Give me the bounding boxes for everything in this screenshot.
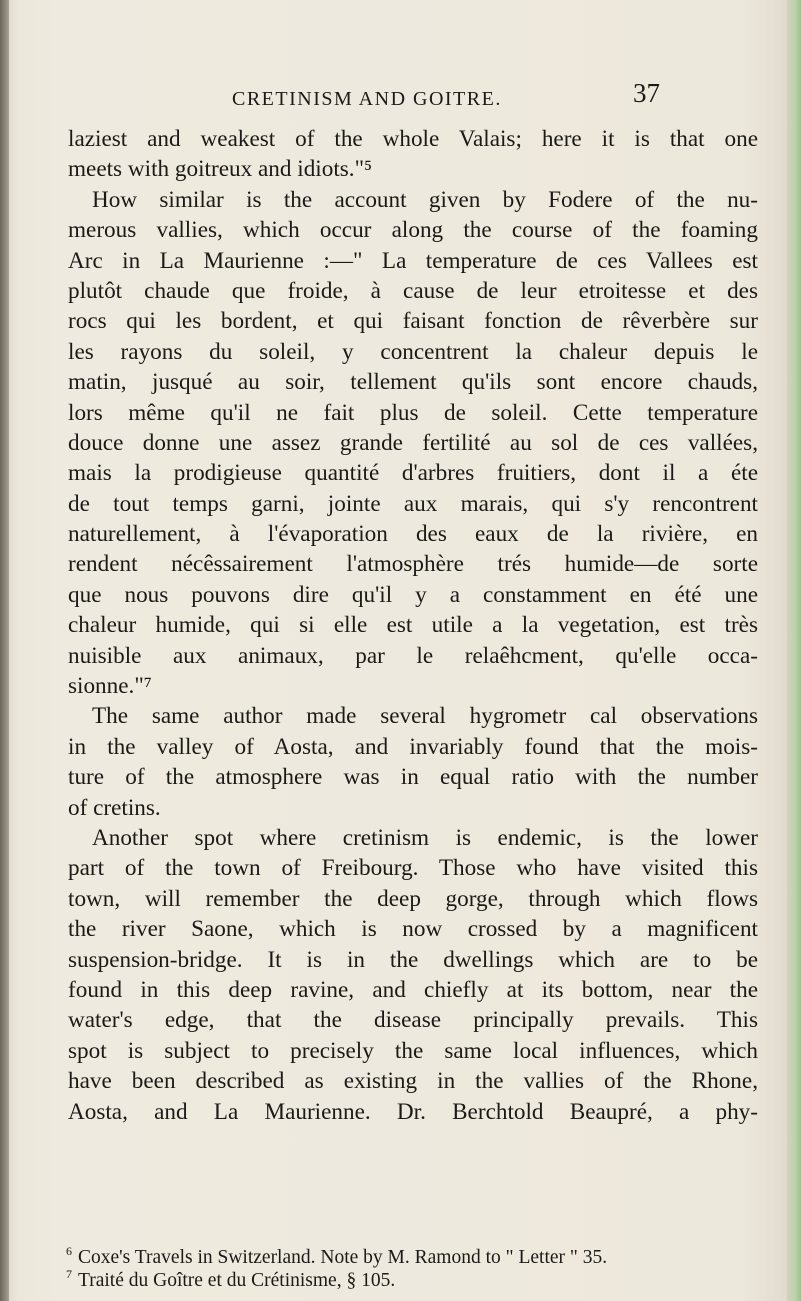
text-line: suspension-bridge. It is in the dwellings which are to be (68, 946, 758, 973)
text-line: matin, jusqué au soir, tellement qu'ils sont encore chauds, (68, 369, 758, 396)
text-line: have been described as existing in the vallies of the Rhone, (68, 1068, 758, 1095)
text-line: les rayons du soleil, y concentrent la chaleur depuis le (68, 338, 758, 365)
text-line: de tout temps garni, jointe aux marais, qui s'y rencontrent (68, 490, 758, 517)
page-header (0, 78, 801, 112)
text-line: meets with goitreux and idiots."⁵ (68, 156, 373, 183)
text-line: merous vallies, which occur along the course of the foaming (68, 217, 758, 244)
text-line: douce donne une assez grande fertilité au sol de ces vallées, (68, 429, 758, 456)
page-number: 37 (633, 78, 660, 108)
running-head: CRETINISM AND GOITRE. (232, 88, 502, 110)
text-line: nuisible aux animaux, par le relaêhcment, qu'elle occa- (68, 642, 758, 669)
text-line: part of the town of Freibourg. Those who have visited this (68, 855, 758, 882)
text-line: chaleur humide, qui si elle est utile a la vegetation, est très (68, 612, 758, 639)
text-line: Arc in La Maurienne :—" La temperature de ces Vallees est (68, 247, 758, 274)
footnote-text: Coxe's Travels in Switzerland. Note by M. Ramond to " Letter " 35. (78, 1247, 608, 1268)
text-line: spot is subject to precisely the same local influences, which (68, 1037, 758, 1064)
text-line: laziest and weakest of the whole Valais; here it is that one (68, 126, 758, 152)
footnote-mark: 7 (66, 1267, 72, 1281)
text-line: How similar is the account given by Fodere of the nu- (92, 186, 758, 213)
text-line: water's edge, that the disease principally prevails. This (68, 1007, 758, 1034)
text-line: town, will remember the deep gorge, through which flows (68, 885, 758, 912)
body-text (68, 124, 758, 1127)
page-fore-edge (787, 0, 801, 1301)
text-line: que nous pouvons dire qu'il y a constamment en été une (68, 581, 758, 608)
text-line: in the valley of Aosta, and invariably found that the mois- (68, 733, 758, 760)
text-line: rocs qui les bordent, et qui faisant fonction de rêverbère sur (68, 308, 758, 335)
text-line: plutôt chaude que froide, à cause de leur etroitesse et des (68, 277, 758, 304)
text-line: ture of the atmosphere was in equal ratio with the number (68, 764, 758, 791)
text-line: the river Saone, which is now crossed by a magnificent (68, 916, 758, 943)
text-line: naturellement, à l'évaporation des eaux de la rivière, en (68, 521, 758, 548)
text-line: Another spot where cretinism is endemic, is the lower (92, 824, 758, 851)
text-line: found in this deep ravine, and chiefly at its bottom, near the (68, 976, 758, 1003)
footnotes (66, 1240, 766, 1291)
text-line: of cretins. (68, 794, 161, 821)
text-line: sionne."⁷ (68, 673, 152, 700)
page-binding-edge (0, 0, 9, 1301)
text-line: The same author made several hygrometr cal observations (92, 703, 758, 730)
text-line: Aosta, and La Maurienne. Dr. Berchtold Beaupré, a phy- (68, 1098, 758, 1125)
text-line: mais la prodigieuse quantité d'arbres fruitiers, dont il a éte (68, 460, 758, 487)
text-line: lors même qu'il ne fait plus de soleil. Cette temperature (68, 399, 758, 426)
footnote (66, 1240, 766, 1268)
footnote-mark: 6 (66, 1244, 72, 1258)
footnote-text: Traité du Goître et du Crétinisme, § 105. (78, 1270, 396, 1291)
text-line: rendent nécêssairement l'atmosphère trés humide—de sorte (68, 551, 758, 578)
